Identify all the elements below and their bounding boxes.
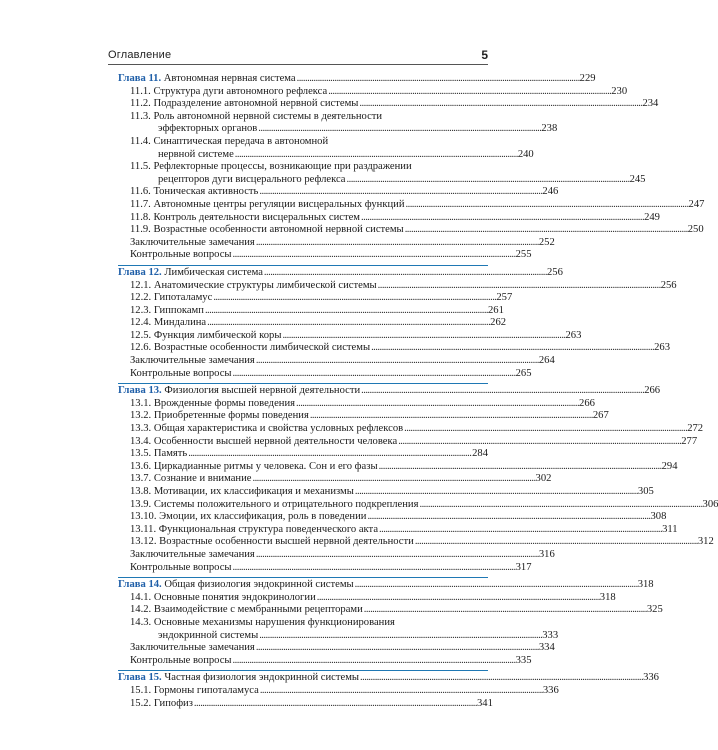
toc-entry[interactable] <box>118 123 558 136</box>
toc-entry[interactable] <box>118 173 646 187</box>
toc-entry-label: нервной системе <box>158 148 234 160</box>
leader-dots <box>379 461 661 474</box>
toc-entry-label: 11.8. Контроль деятельности висцеральных систем <box>130 211 361 223</box>
leader-dots <box>259 186 541 199</box>
toc-entry-page-number: 247 <box>688 198 705 210</box>
table-of-contents <box>118 72 718 713</box>
chapter-number: Глава 11. <box>118 73 162 84</box>
leader-dots <box>347 174 629 187</box>
toc-entry[interactable] <box>118 317 507 330</box>
leader-dots <box>252 473 534 486</box>
toc-entry-plain[interactable] <box>118 642 555 655</box>
toc-entry-label: Контрольные вопросы <box>130 654 232 666</box>
toc-entry[interactable] <box>118 511 667 524</box>
leader-dots <box>398 436 680 449</box>
toc-entry[interactable] <box>118 304 504 318</box>
chapter-block <box>118 265 677 380</box>
toc-entry[interactable] <box>118 329 582 343</box>
toc-entry[interactable] <box>118 186 559 199</box>
leader-dots <box>233 249 515 262</box>
toc-entry-page-number: 262 <box>490 317 507 329</box>
toc-entry-page-number: 245 <box>629 173 646 185</box>
toc-entry-page-number: 341 <box>476 697 493 709</box>
toc-entry-label: 14.2. Взаимодействие с мембранными рецепторами <box>130 604 363 616</box>
toc-entry-label: 11.7. Автономные центры регуляции висцеральных функций <box>130 198 405 210</box>
toc-entry-page-number: 230 <box>611 85 628 97</box>
toc-entry-page-number: 316 <box>538 548 555 560</box>
toc-entry[interactable] <box>118 473 552 486</box>
leader-dots <box>233 562 515 575</box>
toc-entry-label: 13.1. Врожденные формы поведения <box>130 397 295 409</box>
leader-dots <box>360 672 642 685</box>
toc-entry-page-number: 317 <box>515 561 532 573</box>
leader-dots <box>256 642 538 655</box>
toc-entry-line: 11.3. Роль автономной нервной системы в деятельности <box>130 110 383 122</box>
toc-entry-label: Контрольные вопросы <box>130 367 232 379</box>
toc-entry-label: 13.12. Возрастные особенности высшей нервной деятельности <box>130 536 414 548</box>
toc-entry-page-number: 334 <box>538 642 555 654</box>
toc-entry-label: 15.1. Гормоны гипоталамуса <box>130 684 259 696</box>
toc-entry-page-number: 261 <box>487 304 504 316</box>
chapter-number: Глава 13. <box>118 385 162 397</box>
chapter-number: Глава 15. <box>118 672 162 684</box>
toc-entry[interactable] <box>118 292 513 305</box>
toc-entry-label: 12.4. Миндалина <box>130 317 207 329</box>
toc-entry[interactable] <box>118 211 660 225</box>
toc-entry-label: 13.9. Системы положительного и отрицательного подкрепления <box>130 498 419 510</box>
toc-entry-plain[interactable] <box>118 367 532 381</box>
leader-dots <box>406 199 688 212</box>
toc-entry-page-number: 305 <box>637 486 654 497</box>
toc-entry[interactable] <box>118 85 628 99</box>
toc-entry-page-number: 318 <box>599 591 616 603</box>
leader-dots <box>235 149 517 162</box>
toc-entry-label: 13.5. Память <box>130 448 188 460</box>
toc-entry-page-number: 240 <box>517 148 534 160</box>
toc-entry[interactable] <box>118 697 493 711</box>
toc-entry-label: 13.7. Сознание и внимание <box>130 473 252 485</box>
chapter-page-number: 266 <box>644 385 661 397</box>
toc-entry-plain[interactable] <box>118 561 532 575</box>
toc-entry-page-number: 284 <box>472 448 488 460</box>
toc-entry-page-number: 325 <box>646 604 663 616</box>
toc-entry[interactable] <box>118 342 671 355</box>
toc-entry-label: эффекторных органов <box>158 123 258 135</box>
leader-dots <box>359 98 641 111</box>
chapter-heading[interactable] <box>118 385 661 398</box>
toc-entry-label: Контрольные вопросы <box>130 561 232 573</box>
leader-dots <box>367 511 649 524</box>
chapter-heading-label <box>118 579 354 592</box>
chapter-heading[interactable] <box>118 266 563 280</box>
toc-entry-plain[interactable] <box>118 355 555 368</box>
toc-entry-label: 14.1. Основные понятия эндокринологии <box>130 591 316 603</box>
toc-entry-page-number: 246 <box>542 186 559 198</box>
leader-dots <box>310 410 592 423</box>
toc-entry-label: Заключительные замечания <box>130 236 255 248</box>
header-page-number: 5 <box>481 48 488 62</box>
leader-dots <box>188 448 471 461</box>
leader-dots <box>256 355 538 368</box>
chapter-heading-label <box>118 385 360 398</box>
toc-entry-page-number: 336 <box>542 684 559 696</box>
chapter-page-number: 229 <box>579 73 596 84</box>
toc-entry-page-number: 266 <box>579 397 595 409</box>
toc-entry-line: 11.5. Рефлекторные процессы, возникающие при раздражении <box>130 161 412 173</box>
toc-entry[interactable] <box>118 98 659 111</box>
chapter-heading-label <box>118 267 263 280</box>
leader-dots <box>419 499 701 512</box>
toc-entry-page-number: 263 <box>654 342 671 354</box>
chapter-title: Физиология высшей нервной деятельности <box>164 385 361 397</box>
toc-entry-page-number: 257 <box>496 292 513 304</box>
leader-dots <box>378 280 660 293</box>
toc-entry-label: 13.6. Циркадианные ритмы у человека. Сон и его фазы <box>130 460 378 472</box>
chapter-title: Общая физиология эндокринной системы <box>164 579 354 591</box>
toc-entry-label: Контрольные вопросы <box>130 249 232 261</box>
toc-entry-page-number: 302 <box>535 473 552 485</box>
leader-dots <box>415 536 697 549</box>
toc-entry-label: рецепторов дуги висцерального рефлекса <box>158 173 346 185</box>
toc-entry[interactable] <box>118 523 678 537</box>
toc-entry-line: 14.3. Основные механизмы нарушения функционирования <box>130 616 395 628</box>
leader-dots <box>256 237 538 250</box>
leader-dots <box>404 423 686 436</box>
toc-entry-label: 13.8. Мотивации, их классификация и механизмы <box>130 486 354 497</box>
toc-entry-label: 12.5. Функция лимбической коры <box>130 329 282 341</box>
chapter-page-number: 336 <box>643 672 659 684</box>
toc-entry[interactable] <box>118 397 595 411</box>
toc-entry-page-number: 250 <box>687 224 704 236</box>
toc-entry[interactable] <box>118 410 609 423</box>
leader-dots <box>361 212 643 225</box>
toc-entry-label: 13.10. Эмоции, их классификация, роль в поведении <box>130 511 367 523</box>
toc-entry-label: 12.2. Гипоталамус <box>130 292 213 304</box>
chapter-title: Лимбическая система <box>164 266 263 278</box>
leader-dots <box>364 604 646 617</box>
chapter-heading-label <box>118 672 359 685</box>
toc-entry-page-number: 249 <box>644 211 660 223</box>
toc-entry-label: Заключительные замечания <box>130 642 255 654</box>
toc-entry-label: 12.3. Гиппокамп <box>130 304 204 316</box>
toc-entry[interactable] <box>118 460 678 474</box>
toc-entry[interactable] <box>118 604 663 617</box>
leader-dots <box>317 592 599 605</box>
leader-dots <box>355 579 637 592</box>
toc-entry-page-number: 263 <box>565 329 582 341</box>
toc-entry-label: 12.6. Возрастные особенности лимбической системы <box>130 342 371 354</box>
leader-dots <box>296 398 578 411</box>
toc-entry-plain[interactable] <box>118 548 555 562</box>
toc-entry-page-number: 256 <box>660 279 677 291</box>
chapter-heading[interactable] <box>118 73 596 86</box>
chapter-number: Глава 14. <box>118 579 162 591</box>
chapter-heading[interactable] <box>118 579 654 592</box>
leader-dots <box>355 486 637 499</box>
toc-entry[interactable] <box>118 486 654 499</box>
toc-entry-label: 11.9. Возрастные особенности автономной нервной системы <box>130 224 404 236</box>
toc-entry[interactable] <box>118 498 718 512</box>
running-header <box>108 44 488 65</box>
chapter-title: Частная физиология эндокринной системы <box>164 672 360 684</box>
toc-entry-page-number: 267 <box>592 410 609 422</box>
toc-entry-page-number: 238 <box>541 123 558 135</box>
leader-dots <box>256 549 538 562</box>
leader-dots <box>297 73 579 86</box>
chapter-heading-label <box>118 73 296 86</box>
header-title: Оглавление <box>108 49 172 61</box>
toc-entry-page-number: 272 <box>687 423 704 435</box>
chapter-page-number: 256 <box>546 266 563 278</box>
toc-entry[interactable] <box>118 591 616 605</box>
leader-dots <box>328 86 610 99</box>
leader-dots <box>260 685 542 698</box>
toc-entry-plain[interactable] <box>118 236 555 250</box>
toc-entry-page-number: 277 <box>681 435 698 447</box>
chapter-block <box>118 577 663 667</box>
leader-dots <box>405 224 687 237</box>
toc-entry-page-number: 255 <box>515 249 532 261</box>
leader-dots <box>213 292 495 305</box>
toc-entry[interactable] <box>118 448 488 461</box>
toc-entry-page-number: 294 <box>661 460 678 472</box>
toc-entry-page-number: 265 <box>515 367 532 379</box>
toc-entry-page-number: 311 <box>662 523 678 535</box>
chapter-block <box>118 383 718 574</box>
toc-entry-label: 13.3. Общая характеристика и свойства условных рефлексов <box>130 423 404 435</box>
toc-entry-page-number: 308 <box>650 511 667 523</box>
toc-entry[interactable] <box>118 536 714 549</box>
toc-entry-plain[interactable] <box>118 249 532 262</box>
toc-entry-label: Заключительные замечания <box>130 548 255 560</box>
toc-entry-page-number: 312 <box>697 536 714 548</box>
leader-dots <box>361 385 643 398</box>
toc-entry[interactable] <box>118 435 698 449</box>
toc-entry-line: 11.4. Синаптическая передача в автономной <box>130 135 329 147</box>
leader-dots <box>379 524 661 537</box>
toc-entry-page-number: 335 <box>515 654 532 666</box>
leader-dots <box>259 630 541 643</box>
toc-entry[interactable] <box>118 684 559 698</box>
toc-entry[interactable] <box>118 148 534 162</box>
toc-entry-page-number: 333 <box>542 629 559 641</box>
toc-entry-label: Заключительные замечания <box>130 355 255 367</box>
toc-entry-label: 13.11. Функциональная структура поведенческого акта <box>130 523 379 535</box>
leader-dots <box>371 342 653 355</box>
leader-dots <box>205 305 487 318</box>
chapter-number: Глава 12. <box>118 266 162 278</box>
chapter-block <box>118 670 659 710</box>
toc-entry[interactable] <box>118 423 704 436</box>
leader-dots <box>194 698 476 711</box>
leader-dots <box>207 317 489 330</box>
toc-entry-label: 12.1. Анатомические структуры лимбической системы <box>130 279 377 291</box>
leader-dots <box>233 655 515 668</box>
toc-entry-label: эндокринной системы <box>158 629 259 641</box>
toc-entry-page-number: 252 <box>538 236 555 248</box>
toc-entry[interactable] <box>118 279 677 293</box>
chapter-page-number: 318 <box>637 579 654 591</box>
leader-dots <box>264 267 546 280</box>
toc-entry[interactable] <box>118 198 705 212</box>
toc-entry-page-number: 264 <box>538 355 555 367</box>
toc-entry[interactable] <box>118 224 704 237</box>
leader-dots <box>282 330 564 343</box>
leader-dots <box>258 123 540 136</box>
chapter-block <box>118 72 705 262</box>
toc-entry-label: 13.2. Приобретенные формы поведения <box>130 410 309 422</box>
toc-entry-page-number: 306 <box>702 498 718 510</box>
toc-entry-label: 13.4. Особенности высшей нервной деятельности человека <box>130 435 398 447</box>
toc-entry-label: 11.1. Структура дуги автономного рефлекса <box>130 85 328 97</box>
toc-entry-label: 11.6. Тоническая активность <box>130 186 259 198</box>
toc-entry-label: 15.2. Гипофиз <box>130 697 193 709</box>
toc-entry-page-number: 234 <box>642 98 659 110</box>
toc-entry-plain[interactable] <box>118 654 532 668</box>
chapter-heading[interactable] <box>118 672 659 685</box>
toc-entry[interactable] <box>118 629 559 643</box>
toc-entry-label: 11.2. Подразделение автономной нервной системы <box>130 98 359 110</box>
leader-dots <box>233 368 515 381</box>
chapter-title: Автономная нервная система <box>163 73 296 84</box>
